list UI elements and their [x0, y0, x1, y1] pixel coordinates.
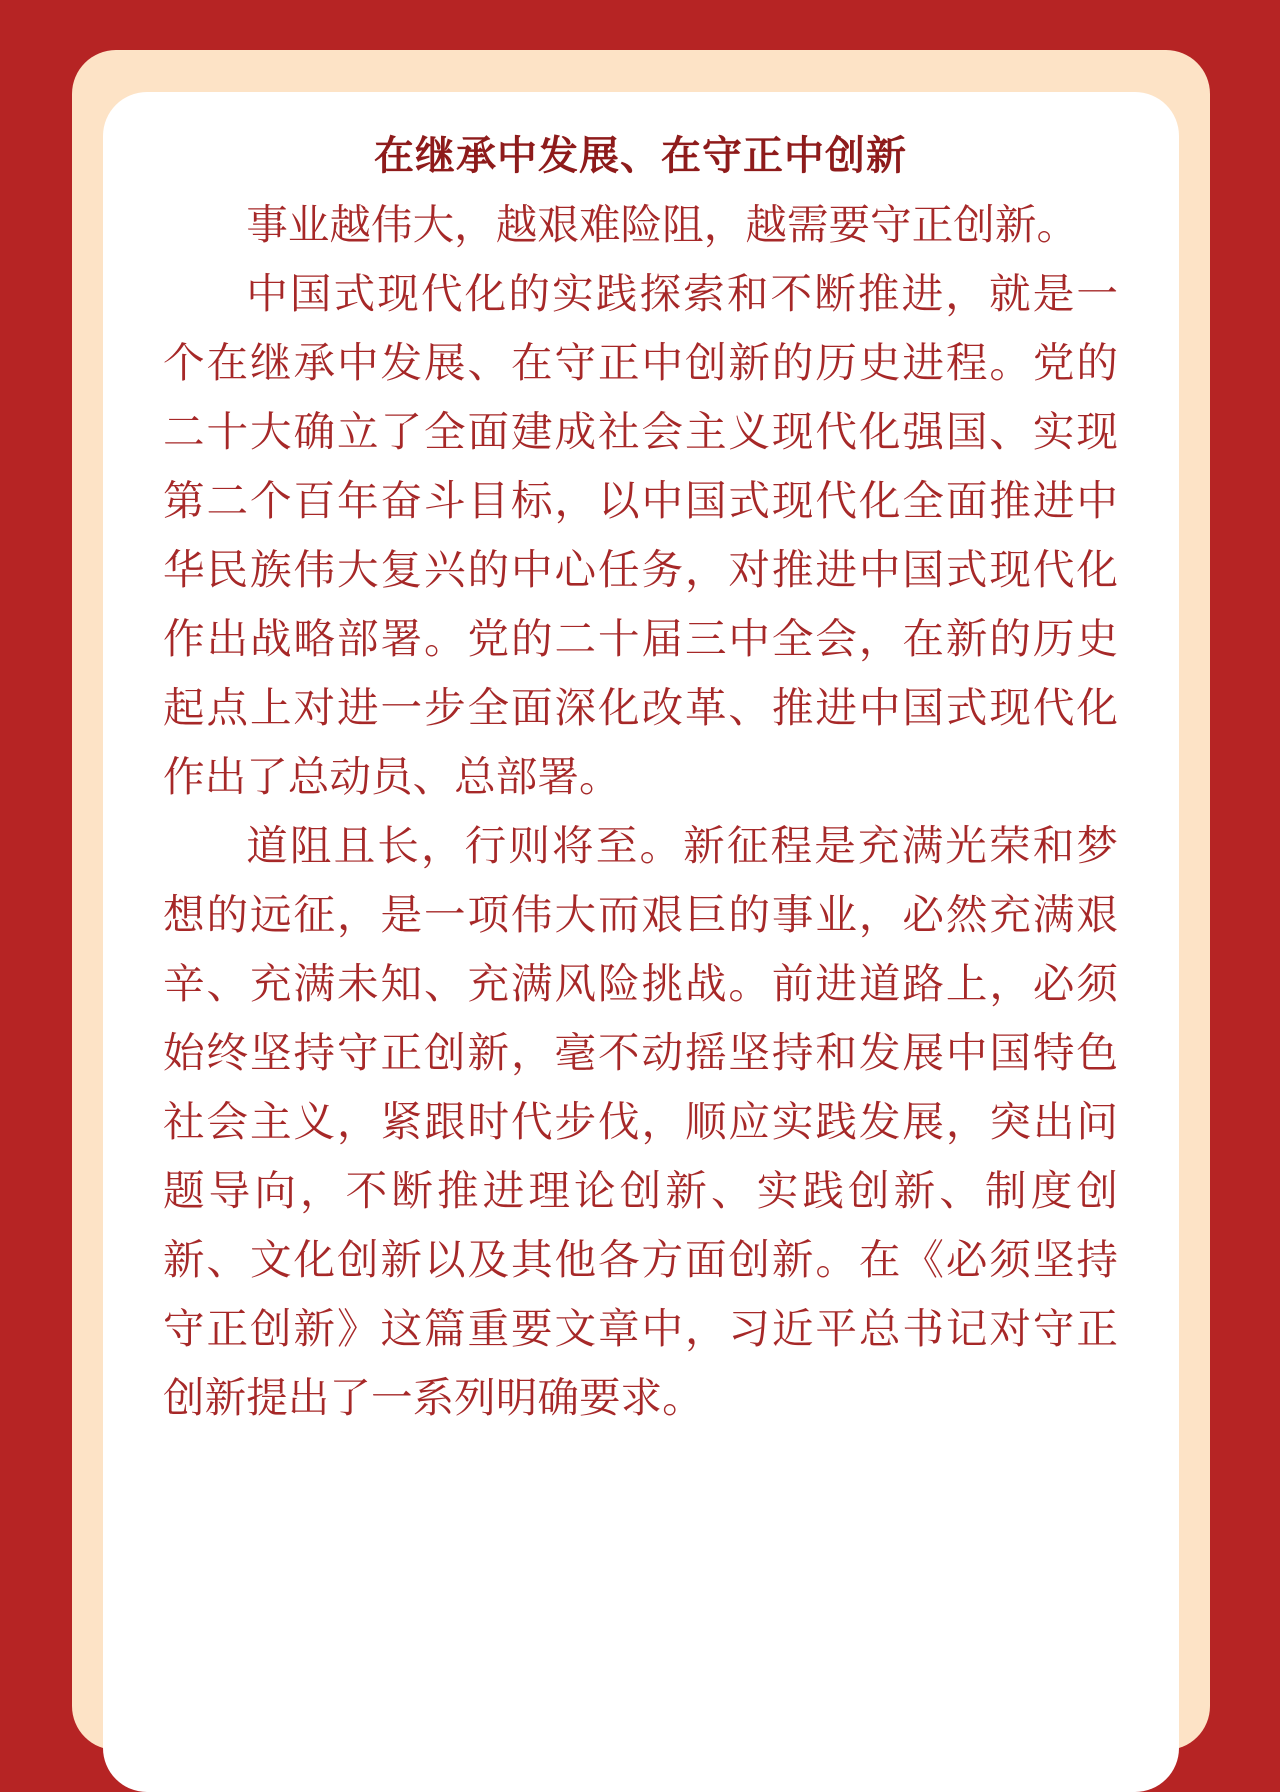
article-paragraph-3: 道阻且长，行则将至。新征程是充满光荣和梦想的远征，是一项伟大而艰巨的事业，必然充满艰辛、充满未知、充满风险挑战。前进道路上，必须始终坚持守正创新，毫不动摇坚持和发展中国特色社会主义，紧跟时代步伐，顺应实践发展，突出问题导向，不断推进理论创新、实践创新、制度创新、文化创新以及其他各方面创新。在《必须坚持守正创新》这篇重要文章中，习近平总书记对守正创新提出了一系列明确要求。 — [163, 821, 1118, 1422]
article-title: 在继承中发展、在守正中创新 — [374, 133, 907, 179]
article-paragraph-1: 事业越伟大，越艰难险阻，越需要守正创新。 — [246, 200, 1079, 249]
article-content — [163, 92, 1118, 1432]
article-paragraph-2: 中国式现代化的实践探索和不断推进，就是一个在继承中发展、在守正中创新的历史进程。党的二十大确立了全面建成社会主义现代化强国、实现第二个百年奋斗目标，以中国式现代化全面推进中华民族伟大复兴的中心任务，对推进中国式现代化作出战略部署。党的二十届三中全会，在新的历史起点上对进一步全面深化改革、推进中国式现代化作出了总动员、总部署。 — [163, 269, 1118, 801]
